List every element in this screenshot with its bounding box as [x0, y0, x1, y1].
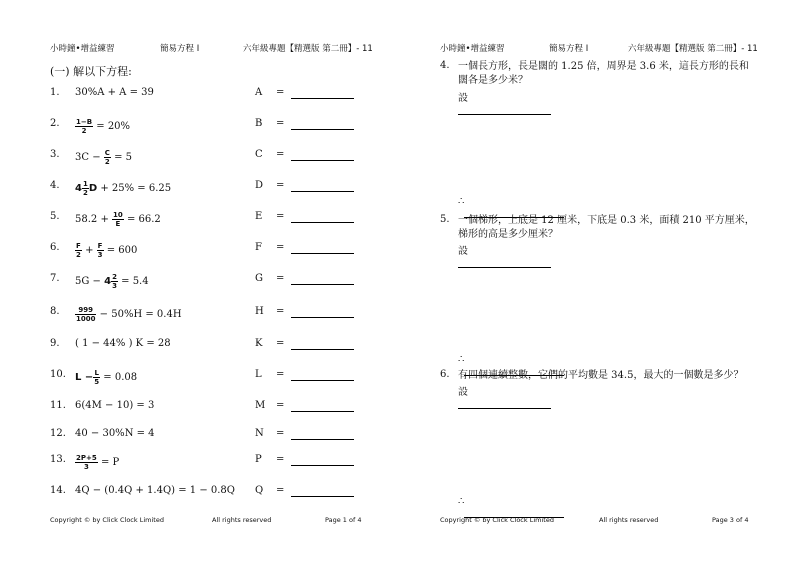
- equals-sign: =: [276, 428, 285, 439]
- fraction: [104, 149, 111, 166]
- equation: [75, 338, 171, 349]
- question-number: 5.: [50, 211, 60, 222]
- answer-variable: L: [255, 369, 262, 380]
- equation-row: [50, 87, 370, 105]
- equation-row: [50, 242, 370, 260]
- let-line[interactable]: [458, 242, 551, 268]
- fraction-denominator: 3: [97, 251, 103, 259]
- fraction-denominator: 5: [94, 378, 100, 386]
- equation-row: [50, 454, 370, 472]
- fraction: [111, 273, 118, 290]
- answer-blank[interactable]: [291, 349, 354, 350]
- equation-row: [50, 149, 370, 167]
- equation-row: [50, 428, 370, 446]
- equation-row: [50, 273, 370, 291]
- therefore-line[interactable]: [458, 496, 564, 518]
- equation: [75, 369, 137, 386]
- left-footer-rights: All rights reserved: [212, 516, 272, 524]
- answer-blank[interactable]: [291, 380, 354, 381]
- problem-number: 6.: [440, 369, 450, 380]
- fraction-denominator: 3: [112, 282, 117, 290]
- equation-text: = 600: [106, 245, 138, 256]
- fraction: [75, 306, 96, 323]
- equation: [75, 242, 137, 259]
- equation-row: [50, 211, 370, 229]
- equation: [75, 87, 154, 98]
- fraction-denominator: 1000: [76, 315, 96, 323]
- fraction: [97, 242, 104, 259]
- problem-text: 一個梯形，上底是 12 厘米，下底是 0.3 米，面積 210 平方厘米，梯形的高是多少厘米？: [458, 215, 755, 240]
- answer-blank[interactable]: [291, 411, 354, 412]
- answer-variable: C: [255, 149, 263, 160]
- left-header-brand: 小時鐘•增益練習: [50, 44, 115, 54]
- answer-variable: Q: [255, 485, 264, 496]
- right-header-series: 六年級專題【精選版 第二冊】- 11: [628, 44, 758, 54]
- question-number: 8.: [50, 306, 60, 317]
- fraction-numerator: 999: [75, 306, 96, 315]
- fraction-denominator: E: [115, 220, 121, 228]
- fraction-numerator: 1: [82, 180, 88, 188]
- answer-blank[interactable]: [291, 253, 354, 254]
- fraction-denominator: 2: [81, 127, 87, 135]
- fraction-numerator: F: [76, 242, 81, 250]
- equation-row: [50, 485, 370, 503]
- answer-variable: K: [255, 338, 263, 349]
- answer-blank[interactable]: [291, 129, 354, 130]
- answer-blank[interactable]: [291, 98, 354, 99]
- equation: [75, 118, 130, 135]
- fraction-numerator: C: [104, 149, 110, 157]
- question-number: 13.: [50, 454, 66, 465]
- answer-variable: F: [255, 242, 262, 253]
- equation-text: + 25% = 6.25: [100, 183, 172, 194]
- equation-text: L −: [75, 372, 94, 383]
- equals-sign: =: [276, 211, 285, 222]
- answer-variable: P: [255, 454, 262, 465]
- answer-variable: E: [255, 211, 263, 222]
- question-number: 9.: [50, 338, 60, 349]
- let-answer-line[interactable]: [458, 257, 551, 268]
- problem-number: 5.: [440, 214, 450, 225]
- answer-blank[interactable]: [291, 496, 354, 497]
- answer-variable: A: [255, 87, 263, 98]
- fraction: [75, 454, 98, 471]
- equation-text: +: [85, 245, 94, 256]
- fraction: [82, 180, 89, 197]
- equation-text: − 50%H = 0.4H: [99, 309, 182, 320]
- fraction-denominator: 2: [82, 189, 88, 197]
- let-line[interactable]: [458, 383, 551, 409]
- equation-text: = 0.08: [103, 372, 138, 383]
- problem-number: 4.: [440, 60, 450, 71]
- equation-text: 5G −: [75, 276, 101, 287]
- answer-blank[interactable]: [291, 160, 354, 161]
- right-footer-copyright: Copyright © by Click Clock Limited: [440, 516, 554, 524]
- equation-text: = 66.2: [126, 214, 161, 225]
- question-number: 3.: [50, 149, 60, 160]
- fraction-denominator: 3: [83, 463, 89, 471]
- answer-variable: H: [255, 306, 264, 317]
- equation-text: 40 − 30%N = 4: [75, 428, 155, 439]
- answer-blank[interactable]: [291, 284, 354, 285]
- equals-sign: =: [276, 400, 285, 411]
- equation-text: = P: [100, 457, 120, 468]
- equation-text: 30%A + A = 39: [75, 87, 154, 98]
- equation-text: 6(4M − 10) = 3: [75, 400, 155, 411]
- equals-sign: =: [276, 118, 285, 129]
- answer-variable: B: [255, 118, 263, 129]
- question-number: 14.: [50, 485, 66, 496]
- fraction-numerator: L: [94, 369, 99, 377]
- let-line[interactable]: [458, 89, 551, 115]
- equation-row: [50, 369, 370, 387]
- right-footer-page: Page 3 of 4: [712, 516, 749, 524]
- let-answer-line[interactable]: [458, 398, 551, 409]
- equation: [75, 306, 182, 323]
- equation-text: 4Q − (0.4Q + 1.4Q) = 1 − 0.8Q: [75, 485, 235, 496]
- equation-row: [50, 180, 370, 198]
- equation: [75, 400, 154, 411]
- equation-row: [50, 118, 370, 136]
- equals-sign: =: [276, 454, 285, 465]
- answer-blank[interactable]: [291, 465, 354, 466]
- left-header-series: 六年級專題【精選版 第二冊】- 11: [243, 44, 373, 54]
- fraction: [112, 211, 124, 228]
- left-footer-page: Page 1 of 4: [325, 516, 362, 524]
- right-header-brand: 小時鐘•增益練習: [440, 44, 505, 54]
- question-number: 6.: [50, 242, 60, 253]
- mixed-whole: 4: [104, 276, 112, 287]
- equals-sign: =: [276, 149, 285, 160]
- equation: [75, 428, 155, 439]
- let-label: 設: [458, 93, 468, 104]
- therefore-symbol: ∴: [458, 196, 465, 207]
- equals-sign: =: [276, 180, 285, 191]
- right-footer-rights: All rights reserved: [599, 516, 659, 524]
- equals-sign: =: [276, 306, 285, 317]
- fraction: [75, 118, 93, 135]
- let-answer-line[interactable]: [458, 104, 551, 115]
- let-label: 設: [458, 246, 468, 257]
- equation: [75, 211, 161, 228]
- equation-text: = 20%: [96, 121, 131, 132]
- equation-text: = 5: [114, 152, 133, 163]
- equals-sign: =: [276, 338, 285, 349]
- question-number: 11.: [50, 400, 66, 411]
- equation-text: ( 1 − 44% ) K = 28: [75, 338, 171, 349]
- equals-sign: =: [276, 273, 285, 284]
- problem-text: 一個長方形，長是闊的 1.25 倍，周界是 3.6 米，這長方形的長和闊各是多少米？: [458, 61, 749, 86]
- equation: [75, 180, 171, 197]
- fraction-numerator: 2P+5: [76, 454, 97, 462]
- question-number: 12.: [50, 428, 66, 439]
- question-number: 2.: [50, 118, 60, 129]
- equals-sign: =: [276, 485, 285, 496]
- equation-variable: D: [88, 183, 98, 194]
- therefore-symbol: ∴: [458, 496, 465, 507]
- let-label: 設: [458, 387, 468, 398]
- answer-variable: D: [255, 180, 264, 191]
- equation: [75, 485, 235, 496]
- answer-blank[interactable]: [291, 191, 354, 192]
- question-number: 10.: [50, 369, 66, 380]
- answer-blank[interactable]: [291, 222, 354, 223]
- fraction: [93, 369, 100, 386]
- left-header-topic: 簡易方程 I: [160, 44, 200, 54]
- mixed-whole: 4: [75, 183, 82, 194]
- fraction-numerator: 1−B: [76, 118, 93, 126]
- equals-sign: =: [276, 87, 285, 98]
- answer-variable: G: [255, 273, 263, 284]
- equation: [75, 454, 119, 471]
- section-title: (一) 解以下方程:: [50, 65, 132, 78]
- problem-text: 有四個連續整數，它們的平均數是 34.5，最大的一個數是多少？: [458, 370, 744, 381]
- fraction-denominator: 2: [104, 158, 110, 166]
- equation: [75, 273, 149, 290]
- answer-blank[interactable]: [291, 439, 354, 440]
- equation-text: 58.2 +: [75, 214, 109, 225]
- fraction: [75, 242, 82, 259]
- fraction-denominator: 2: [76, 251, 81, 259]
- fraction-numerator: 2: [112, 273, 117, 281]
- equation-text: = 5.4: [121, 276, 149, 287]
- left-footer-copyright: Copyright © by Click Clock Limited: [50, 516, 164, 524]
- answer-variable: M: [255, 400, 266, 411]
- equals-sign: =: [276, 369, 285, 380]
- fraction-numerator: F: [97, 242, 103, 250]
- question-number: 1.: [50, 87, 60, 98]
- right-header-topic: 簡易方程 I: [549, 44, 589, 54]
- equation-row: [50, 306, 370, 324]
- fraction-numerator: 10: [113, 211, 123, 219]
- question-number: 4.: [50, 180, 60, 191]
- answer-variable: N: [255, 428, 264, 439]
- answer-blank[interactable]: [291, 317, 354, 318]
- equation-row: [50, 400, 370, 418]
- equals-sign: =: [276, 242, 285, 253]
- question-number: 7.: [50, 273, 60, 284]
- equation-text: 3C −: [75, 152, 101, 163]
- equation-row: [50, 338, 370, 356]
- therefore-symbol: ∴: [458, 354, 465, 365]
- equation: [75, 149, 132, 166]
